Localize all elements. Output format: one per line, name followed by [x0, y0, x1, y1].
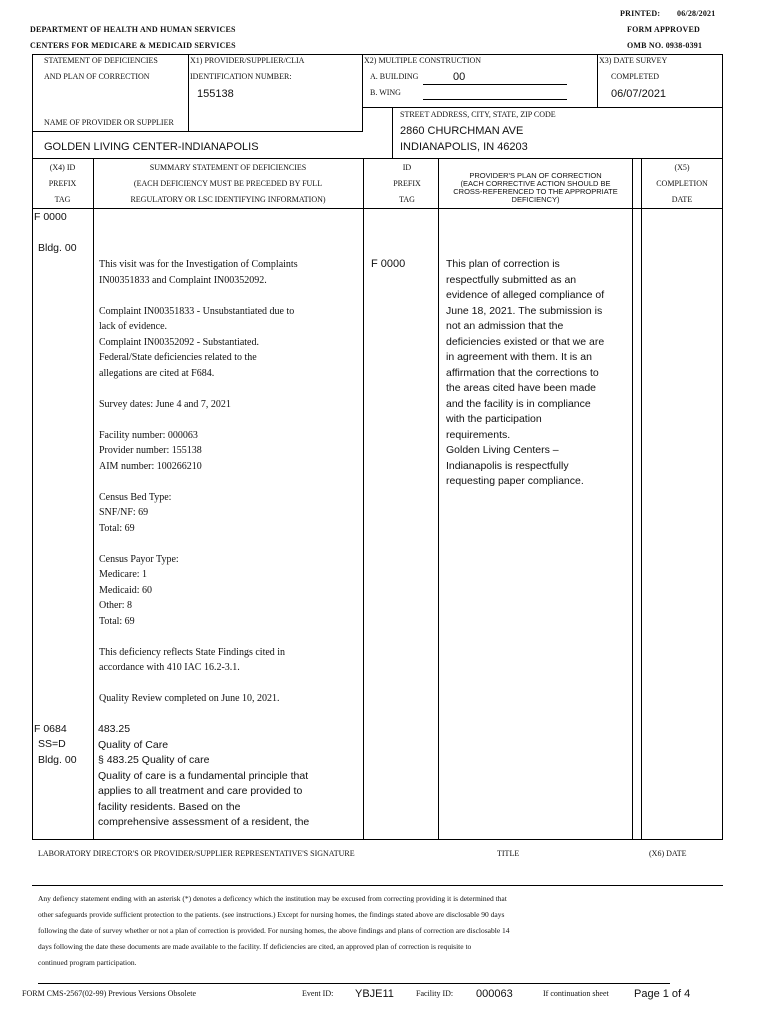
facility-id-value: 000063: [476, 988, 513, 1000]
wing-label: B. WING: [370, 88, 401, 97]
summary-paragraph: Survey dates: June 4 and 7, 2021: [99, 398, 231, 410]
department-name: DEPARTMENT OF HEALTH AND HUMAN SERVICES: [30, 25, 236, 34]
completion-date-label: DATE: [671, 195, 693, 204]
building-label: A. BUILDING: [370, 72, 419, 81]
event-id-label: Event ID:: [302, 989, 334, 998]
disclaimer-line: Any defiency statement ending with an asterisk (*) denotes a deficency which the institution may be excused from correcting providing it is determined that: [38, 894, 507, 903]
plan-of-correction-f0000: This plan of correction is respectfully submitted as an evidence of alleged compliance of June 18, 2021. The submission is not an admission that the deficiencies existed or that we are in agreement with them. It is an affirmation that the corrections to the areas cited have been made and the facility is in compliance with the participation requirements. Golden Living Centers – Indianapolis is respectfully requesting paper compliance.: [446, 258, 605, 487]
date-survey-label: X3) DATE SURVEY: [599, 56, 668, 65]
disclaimer-line: continued program participation.: [38, 958, 137, 967]
building-f0000: Bldg. 00: [38, 242, 77, 254]
summary-instruction-label: (EACH DEFICIENCY MUST BE PRECEDED BY FULL: [133, 179, 323, 188]
x4-tag-label: TAG: [54, 195, 71, 204]
continuation-sheet-label: If continuation sheet: [543, 989, 609, 998]
summary-paragraph: Census Bed Type: SNF/NF: 69 Total: 69: [99, 491, 172, 534]
printed-date: 06/28/2021: [677, 9, 716, 18]
building-value: 00: [453, 71, 466, 83]
plan-of-correction-header: PROVIDER'S PLAN OF CORRECTION: [469, 171, 602, 180]
completed-label: COMPLETED: [611, 72, 659, 81]
summary-paragraph: Facility number: 000063 Provider number: 155138 AIM number: 100266210: [99, 429, 202, 472]
disclaimer-text: [38, 891, 718, 971]
centers-name: CENTERS FOR MEDICARE & MEDICAID SERVICES: [30, 41, 236, 50]
plan-of-correction-instruction: (EACH CORRECTIVE ACTION SHOULD BE: [460, 179, 611, 188]
summary-paragraph: Complaint IN00351833 - Unsubstantiated due to lack of evidence. Complaint IN00352092 - Substantiated. Federal/State deficiencies related to the allegations are cited at F684.: [99, 305, 295, 379]
statement-of-deficiencies-label: STATEMENT OF DEFICIENCIES: [44, 56, 158, 65]
printed-label: PRINTED:: [620, 9, 661, 18]
street-address-label: STREET ADDRESS, CITY, STATE, ZIP CODE: [400, 110, 556, 119]
poc-tag-f0000: F 0000: [371, 258, 406, 270]
form-approved: FORM APPROVED: [627, 25, 701, 34]
street-address-value: 2860 CHURCHMAN AVE: [400, 125, 524, 137]
building-f0684: Bldg. 00: [38, 754, 77, 766]
city-state-zip-value: INDIANAPOLIS, IN 46203: [400, 141, 528, 153]
summary-f0684: 483.25 Quality of Care § 483.25 Quality of care Quality of care is a fundamental principle that applies to all treatment and care provided to facility residents. Based on the comprehensive assessment of a resident, the: [98, 723, 310, 828]
summary-f0000: [99, 257, 361, 722]
title-label: TITLE: [497, 849, 520, 858]
provider-id-value: 155138: [197, 88, 234, 100]
id-prefix-label: PREFIX: [393, 179, 421, 188]
x4-id-label: (X4) ID: [49, 163, 76, 172]
scope-severity-f0684: SS=D: [38, 738, 66, 750]
identification-number-label: IDENTIFICATION NUMBER:: [190, 72, 292, 81]
date-label: (X6) DATE: [649, 849, 687, 858]
provider-name-label: NAME OF PROVIDER OR SUPPLIER: [44, 118, 174, 127]
plan-of-correction-label: AND PLAN OF CORRECTION: [44, 72, 150, 81]
disclaimer-line: other safeguards provide sufficient protection to the patients. (see instructions.) Except for nursing homes, the findings stated above are disclosable 90 days: [38, 910, 505, 919]
facility-id-label: Facility ID:: [416, 989, 454, 998]
summary-paragraph: This visit was for the Investigation of Complaints IN00351833 and Complaint IN00352092.: [99, 259, 298, 286]
multiple-construction-label: X2) MULTIPLE CONSTRUCTION: [364, 56, 482, 65]
completion-label: COMPLETION: [656, 179, 708, 188]
tag-f0684: F 0684: [34, 723, 67, 735]
event-id-value: YBJE11: [355, 988, 394, 1000]
disclaimer-line: following the date of survey whether or not a plan of correction is provided. For nursing homes, the above findings and plans of correction are disclosable 14: [38, 926, 510, 935]
summary-paragraph: This deficiency reflects State Findings cited in accordance with 410 IAC 16.2-3.1.: [99, 646, 286, 673]
omb-number: OMB NO. 0938-0391: [627, 41, 703, 50]
plan-of-correction-deficiency: DEFICIENCY): [511, 195, 560, 204]
provider-name-value: GOLDEN LIVING CENTER-INDIANAPOLIS: [44, 141, 259, 153]
signature-label: LABORATORY DIRECTOR'S OR PROVIDER/SUPPLIER REPRESENTATIVE'S SIGNATURE: [38, 849, 355, 858]
plan-of-correction-crossref: CROSS-REFERENCED TO THE APPROPRIATE: [453, 187, 618, 196]
form-number: FORM CMS-2567(02-99) Previous Versions Obsolete: [22, 989, 197, 998]
summary-statement-label: SUMMARY STATEMENT OF DEFICIENCIES: [149, 163, 307, 172]
disclaimer-line: days following the date these documents are made available to the facility. If deficiencies are cited, an approved plan of correction is requisite to: [38, 942, 472, 951]
x5-label: (X5): [674, 163, 690, 172]
tag-f0000: F 0000: [34, 211, 67, 223]
page-number: Page 1 of 4: [634, 988, 691, 1000]
survey-completed-date: 06/07/2021: [611, 88, 667, 100]
provider-clia-label: X1) PROVIDER/SUPPLIER/CLIA: [190, 56, 305, 65]
x4-prefix-label: PREFIX: [48, 179, 77, 188]
summary-paragraph: Quality Review completed on June 10, 2021.: [99, 693, 280, 704]
summary-regulatory-label: REGULATORY OR LSC IDENTIFYING INFORMATION): [130, 195, 326, 204]
id-label: ID: [402, 163, 412, 172]
summary-paragraph: Census Payor Type: Medicare: 1 Medicaid: 60 Other: 8 Total: 69: [99, 553, 179, 627]
id-tag-label: TAG: [399, 195, 415, 204]
